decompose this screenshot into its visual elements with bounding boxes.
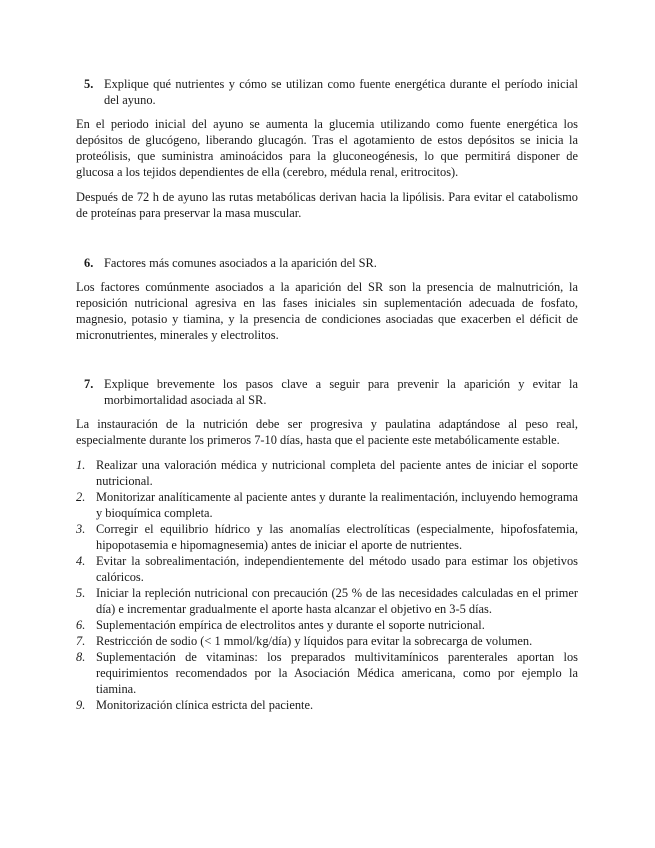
list-item [76, 521, 578, 553]
list-item-number: 2. [76, 490, 86, 504]
list-item-number: 3. [76, 522, 86, 536]
list-item [76, 617, 578, 633]
question-6-text: Factores más comunes asociados a la aparición del SR. [104, 256, 377, 270]
list-item-number: 6. [76, 618, 86, 632]
list-item [76, 585, 578, 617]
question-7 [84, 376, 578, 408]
list-item-text: Restricción de sodio (< 1 mmol/kg/día) y líquidos para evitar la sobrecarga de volumen. [96, 634, 533, 648]
answer-5-paragraph-2: Después de 72 h de ayuno las rutas metabólicas derivan hacia la lipólisis. Para evitar el catabolismo de proteínas para preservar la masa muscular. [76, 190, 578, 220]
question-6 [84, 255, 578, 271]
list-item-text: Iniciar la repleción nutricional con precaución (25 % de las necesidades calculadas en el primer día) e incrementar gradualmente el aporte hasta alcanzar el objetivo en 3-5 días. [96, 586, 578, 616]
list-item-number: 5. [76, 586, 86, 600]
list-item-text: Monitorizar analíticamente al paciente antes y durante la realimentación, incluyendo hemograma y bioquímica completa. [96, 490, 578, 520]
question-7-text: Explique brevemente los pasos clave a seguir para prevenir la aparición y evitar la morbimortalidad asociada al SR. [104, 377, 578, 407]
list-item-number: 1. [76, 458, 86, 472]
question-5-text: Explique qué nutrientes y cómo se utilizan como fuente energética durante el período inicial del ayuno. [104, 77, 578, 107]
list-item-number: 7. [76, 634, 86, 648]
question-6-number: 6. [84, 256, 94, 270]
answer-5-paragraph-1: En el periodo inicial del ayuno se aumenta la glucemia utilizando como fuente energética los depósitos de glucógeno, liberando glucagón. Tras el agotamiento de estos depósitos se inicia la proteólisis, que suministra aminoácidos para la gluconeogénesis, lo que permitirá disponer de glucosa a los tejidos dependientes de ella (cerebro, médula renal, eritrocitos). [76, 117, 578, 179]
list-item-text: Realizar una valoración médica y nutricional completa del paciente antes de iniciar el soporte nutricional. [96, 458, 578, 488]
list-item [76, 457, 578, 489]
question-7-number: 7. [84, 377, 94, 391]
list-item [76, 553, 578, 585]
list-item-number: 9. [76, 698, 86, 712]
answer-7-paragraph-1: La instauración de la nutrición debe ser progresiva y paulatina adaptándose al peso real, especialmente durante los primeros 7-10 días, hasta que el paciente este metabólicamente estable. [76, 417, 578, 447]
question-5-number: 5. [84, 77, 94, 91]
list-item-text: Evitar la sobrealimentación, independientemente del método usado para estimar los objetivos calóricos. [96, 554, 578, 584]
steps-list [76, 457, 578, 713]
list-item-number: 4. [76, 554, 86, 568]
answer-6-paragraph-1: Los factores comúnmente asociados a la aparición del SR son la presencia de malnutrición, la reposición nutricional agresiva en las fases iniciales sin suplementación adecuada de fosfato, magnesio, potasio y tiamina, y la presencia de condiciones asociadas que exacerben el déficit de micronutrientes, minerales y electrolitos. [76, 280, 578, 342]
list-item-text: Suplementación de vitaminas: los preparados multivitamínicos parenterales aportan los requirimientos recomendados por la Asociación Médica americana, como por ejemplo la tiamina. [96, 650, 578, 696]
question-5 [84, 76, 578, 108]
list-item [76, 697, 578, 713]
list-item [76, 649, 578, 697]
list-item [76, 633, 578, 649]
list-item-text: Corregir el equilibrio hídrico y las anomalías electrolíticas (especialmente, hipofosfatemia, hipopotasemia e hipomagnesemia) antes de iniciar el aporte de nutrientes. [96, 522, 578, 552]
list-item-text: Suplementación empírica de electrolitos antes y durante el soporte nutricional. [96, 618, 485, 632]
list-item-text: Monitorización clínica estricta del paciente. [96, 698, 314, 712]
list-item-number: 8. [76, 650, 86, 664]
list-item [76, 489, 578, 521]
